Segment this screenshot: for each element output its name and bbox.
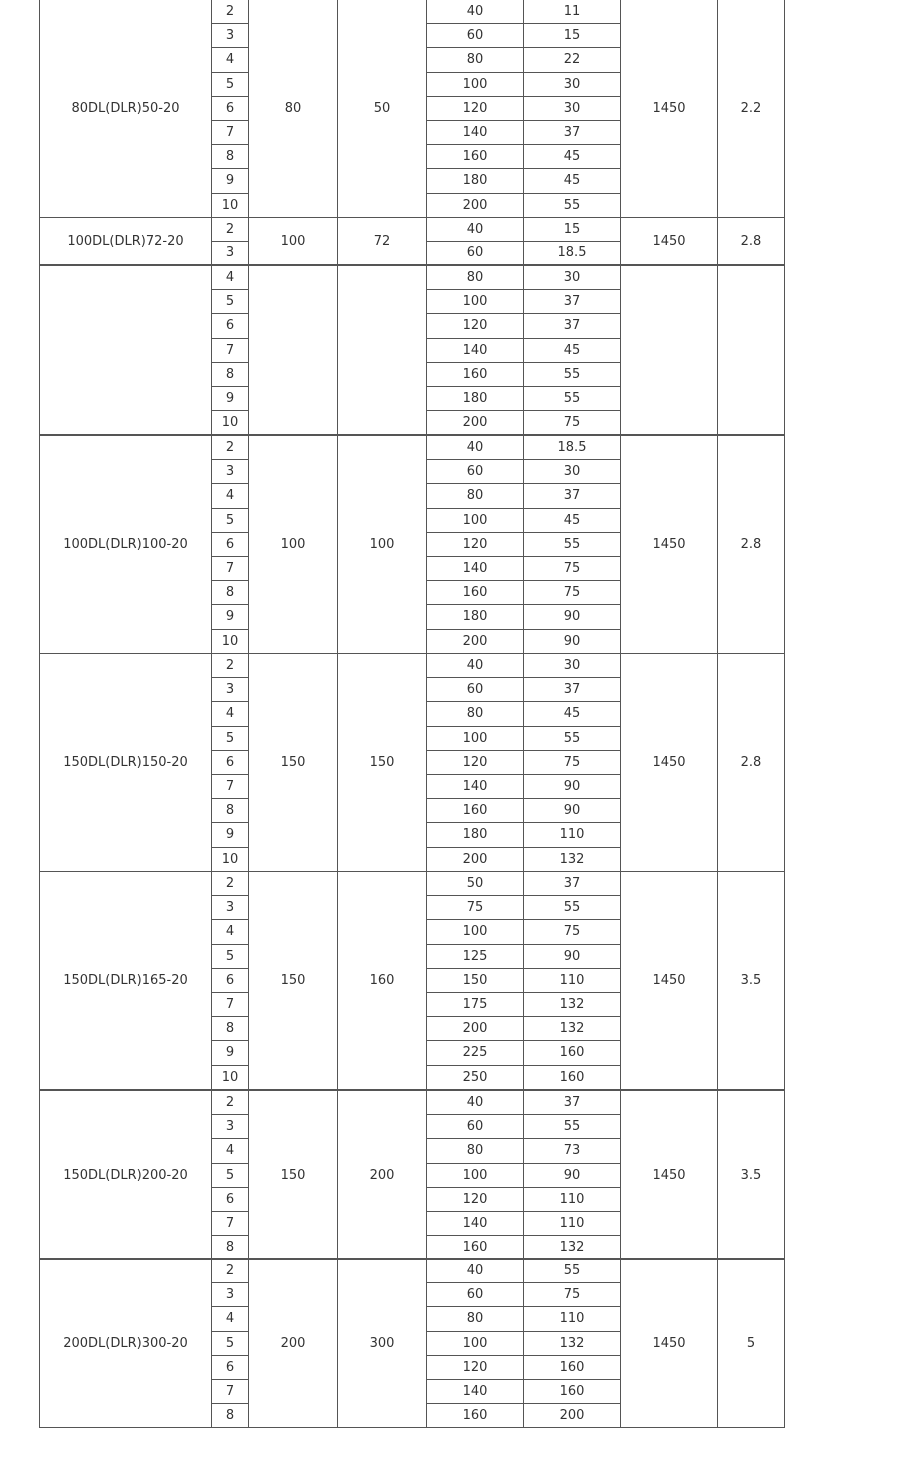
stage-cell: 6 [211,750,249,775]
value-cell-g: 90 [523,629,621,654]
stage-cell: 2 [211,435,249,460]
value-cell-b: 100 [248,217,338,265]
value-cell-g: 55 [523,895,621,920]
value-cell-i: 2.2 [717,0,785,218]
value-cell-f: 40 [426,1258,524,1283]
stage-cell: 2 [211,217,249,242]
value-cell-b: 150 [248,1090,338,1260]
value-cell-f: 150 [426,968,524,993]
model-cell: 200DL(DLR)300-20 [39,1258,212,1428]
value-cell-f: 200 [426,1016,524,1041]
stage-cell: 8 [211,1016,249,1041]
value-cell-h: 1450 [620,871,718,1090]
value-cell-f: 80 [426,1138,524,1163]
value-cell-f: 160 [426,1235,524,1260]
value-cell-g: 55 [523,386,621,411]
stage-cell: 7 [211,338,249,363]
value-cell-f: 100 [426,72,524,97]
value-cell-g: 45 [523,338,621,363]
value-cell-g: 160 [523,1040,621,1065]
stage-cell: 3 [211,241,249,266]
value-cell-f: 160 [426,798,524,823]
stage-cell: 2 [211,871,249,896]
value-cell-f: 120 [426,750,524,775]
stage-cell: 9 [211,604,249,629]
stage-cell: 6 [211,1355,249,1380]
value-cell-g: 15 [523,217,621,242]
value-cell-g: 75 [523,1282,621,1307]
value-cell-f: 40 [426,435,524,460]
value-cell-f: 140 [426,556,524,581]
value-cell-g: 75 [523,580,621,605]
value-cell-f: 75 [426,895,524,920]
model-cell: 100DL(DLR)100-20 [39,435,212,654]
value-cell-f: 200 [426,629,524,654]
model-cell: 150DL(DLR)150-20 [39,653,212,872]
value-cell-g: 132 [523,1235,621,1260]
stage-cell: 3 [211,1282,249,1307]
stage-cell: 8 [211,1403,249,1428]
value-cell-f: 100 [426,1163,524,1188]
value-cell-g: 37 [523,120,621,145]
stage-cell: 9 [211,822,249,847]
value-cell-g: 55 [523,362,621,387]
value-cell-c: 100 [337,435,427,654]
value-cell-f: 200 [426,410,524,435]
stage-cell: 6 [211,1187,249,1212]
stage-cell: 8 [211,1235,249,1260]
stage-cell: 7 [211,556,249,581]
value-cell-g: 90 [523,1163,621,1188]
value-cell-g: 55 [523,1114,621,1139]
value-cell-h: 1450 [620,1258,718,1428]
value-cell-f: 225 [426,1040,524,1065]
value-cell-g: 37 [523,313,621,338]
value-cell-f: 160 [426,580,524,605]
value-cell-g: 11 [523,0,621,24]
value-cell-f: 100 [426,919,524,944]
stage-cell: 3 [211,23,249,48]
value-cell-b: 100 [248,435,338,654]
value-cell-f: 200 [426,847,524,872]
value-cell-c [337,265,427,435]
value-cell-g: 110 [523,1306,621,1331]
stage-cell: 2 [211,1090,249,1115]
value-cell-c: 50 [337,0,427,218]
value-cell-g: 160 [523,1379,621,1404]
value-cell-f: 160 [426,144,524,169]
value-cell-f: 100 [426,508,524,533]
model-cell: 150DL(DLR)200-20 [39,1090,212,1260]
value-cell-h: 1450 [620,217,718,265]
value-cell-f: 40 [426,1090,524,1115]
value-cell-g: 37 [523,1090,621,1115]
stage-cell: 4 [211,1138,249,1163]
value-cell-f: 200 [426,193,524,218]
model-cell: 150DL(DLR)165-20 [39,871,212,1090]
stage-cell: 7 [211,1211,249,1236]
value-cell-g: 18.5 [523,241,621,266]
value-cell-g: 110 [523,822,621,847]
value-cell-h: 1450 [620,0,718,218]
stage-cell: 5 [211,508,249,533]
stage-cell: 5 [211,289,249,314]
value-cell-f: 100 [426,289,524,314]
value-cell-g: 30 [523,72,621,97]
stage-cell: 9 [211,386,249,411]
value-cell-f: 160 [426,1403,524,1428]
model-cell [39,265,212,435]
value-cell-i: 3.5 [717,1090,785,1260]
value-cell-g: 45 [523,701,621,726]
value-cell-b [248,265,338,435]
value-cell-g: 75 [523,556,621,581]
value-cell-f: 80 [426,47,524,72]
value-cell-g: 132 [523,847,621,872]
stage-cell: 3 [211,895,249,920]
value-cell-g: 110 [523,968,621,993]
value-cell-g: 73 [523,1138,621,1163]
value-cell-c: 300 [337,1258,427,1428]
value-cell-g: 30 [523,96,621,121]
value-cell-f: 120 [426,1355,524,1380]
value-cell-f: 60 [426,459,524,484]
value-cell-g: 45 [523,508,621,533]
stage-cell: 2 [211,653,249,678]
value-cell-g: 37 [523,483,621,508]
stage-cell: 7 [211,774,249,799]
value-cell-f: 60 [426,241,524,266]
value-cell-g: 160 [523,1355,621,1380]
value-cell-g: 30 [523,653,621,678]
stage-cell: 7 [211,992,249,1017]
stage-cell: 2 [211,0,249,24]
value-cell-b: 200 [248,1258,338,1428]
value-cell-g: 15 [523,23,621,48]
stage-cell: 8 [211,144,249,169]
value-cell-f: 120 [426,532,524,557]
stage-cell: 4 [211,919,249,944]
value-cell-b: 150 [248,653,338,872]
value-cell-g: 110 [523,1211,621,1236]
value-cell-g: 132 [523,1331,621,1356]
stage-cell: 8 [211,798,249,823]
stage-cell: 5 [211,1331,249,1356]
stage-cell: 3 [211,677,249,702]
value-cell-f: 80 [426,1306,524,1331]
value-cell-f: 120 [426,313,524,338]
value-cell-f: 125 [426,944,524,969]
value-cell-f: 80 [426,483,524,508]
value-cell-g: 37 [523,677,621,702]
stage-cell: 8 [211,362,249,387]
value-cell-f: 175 [426,992,524,1017]
value-cell-c: 200 [337,1090,427,1260]
value-cell-g: 45 [523,144,621,169]
value-cell-g: 55 [523,532,621,557]
value-cell-f: 120 [426,1187,524,1212]
stage-cell: 4 [211,701,249,726]
value-cell-i: 3.5 [717,871,785,1090]
stage-cell: 10 [211,193,249,218]
value-cell-g: 90 [523,798,621,823]
value-cell-f: 50 [426,871,524,896]
stage-cell: 10 [211,847,249,872]
value-cell-g: 45 [523,168,621,193]
value-cell-f: 60 [426,677,524,702]
value-cell-g: 30 [523,265,621,290]
value-cell-h: 1450 [620,653,718,872]
value-cell-f: 140 [426,774,524,799]
stage-cell: 6 [211,96,249,121]
stage-cell: 10 [211,629,249,654]
value-cell-f: 60 [426,23,524,48]
value-cell-g: 90 [523,774,621,799]
value-cell-f: 40 [426,217,524,242]
value-cell-g: 75 [523,750,621,775]
model-cell: 100DL(DLR)72-20 [39,217,212,265]
value-cell-g: 90 [523,944,621,969]
value-cell-f: 60 [426,1282,524,1307]
value-cell-i: 2.8 [717,217,785,265]
value-cell-g: 37 [523,871,621,896]
value-cell-i: 2.8 [717,435,785,654]
stage-cell: 4 [211,265,249,290]
value-cell-f: 140 [426,1211,524,1236]
stage-cell: 5 [211,1163,249,1188]
value-cell-f: 100 [426,1331,524,1356]
value-cell-c: 150 [337,653,427,872]
stage-cell: 3 [211,459,249,484]
stage-cell: 10 [211,1065,249,1090]
stage-cell: 3 [211,1114,249,1139]
value-cell-h: 1450 [620,435,718,654]
value-cell-f: 180 [426,604,524,629]
value-cell-c: 72 [337,217,427,265]
value-cell-f: 60 [426,1114,524,1139]
value-cell-g: 22 [523,47,621,72]
stage-cell: 9 [211,1040,249,1065]
value-cell-g: 160 [523,1065,621,1090]
value-cell-f: 80 [426,701,524,726]
value-cell-b: 150 [248,871,338,1090]
value-cell-g: 75 [523,410,621,435]
stage-cell: 7 [211,1379,249,1404]
stage-cell: 4 [211,47,249,72]
value-cell-f: 40 [426,0,524,24]
value-cell-f: 180 [426,822,524,847]
value-cell-f: 250 [426,1065,524,1090]
value-cell-f: 140 [426,120,524,145]
value-cell-f: 140 [426,1379,524,1404]
value-cell-g: 75 [523,919,621,944]
stage-cell: 6 [211,968,249,993]
stage-cell: 5 [211,72,249,97]
stage-cell: 2 [211,1258,249,1283]
stage-cell: 6 [211,313,249,338]
value-cell-g: 132 [523,1016,621,1041]
value-cell-g: 110 [523,1187,621,1212]
value-cell-g: 132 [523,992,621,1017]
stage-cell: 4 [211,483,249,508]
value-cell-g: 55 [523,726,621,751]
stage-cell: 4 [211,1306,249,1331]
stage-cell: 8 [211,580,249,605]
value-cell-b: 80 [248,0,338,218]
value-cell-g: 37 [523,289,621,314]
model-cell: 80DL(DLR)50-20 [39,0,212,218]
value-cell-f: 180 [426,168,524,193]
value-cell-f: 180 [426,386,524,411]
value-cell-f: 140 [426,338,524,363]
stage-cell: 5 [211,726,249,751]
value-cell-f: 100 [426,726,524,751]
stage-cell: 9 [211,168,249,193]
value-cell-i: 5 [717,1258,785,1428]
value-cell-h: 1450 [620,1090,718,1260]
value-cell-h [620,265,718,435]
value-cell-g: 55 [523,1258,621,1283]
value-cell-g: 200 [523,1403,621,1428]
value-cell-i: 2.8 [717,653,785,872]
value-cell-g: 90 [523,604,621,629]
stage-cell: 7 [211,120,249,145]
value-cell-i [717,265,785,435]
value-cell-f: 160 [426,362,524,387]
value-cell-f: 120 [426,96,524,121]
value-cell-f: 40 [426,653,524,678]
stage-cell: 5 [211,944,249,969]
value-cell-c: 160 [337,871,427,1090]
value-cell-f: 80 [426,265,524,290]
stage-cell: 10 [211,410,249,435]
value-cell-g: 18.5 [523,435,621,460]
stage-cell: 6 [211,532,249,557]
value-cell-g: 30 [523,459,621,484]
value-cell-g: 55 [523,193,621,218]
